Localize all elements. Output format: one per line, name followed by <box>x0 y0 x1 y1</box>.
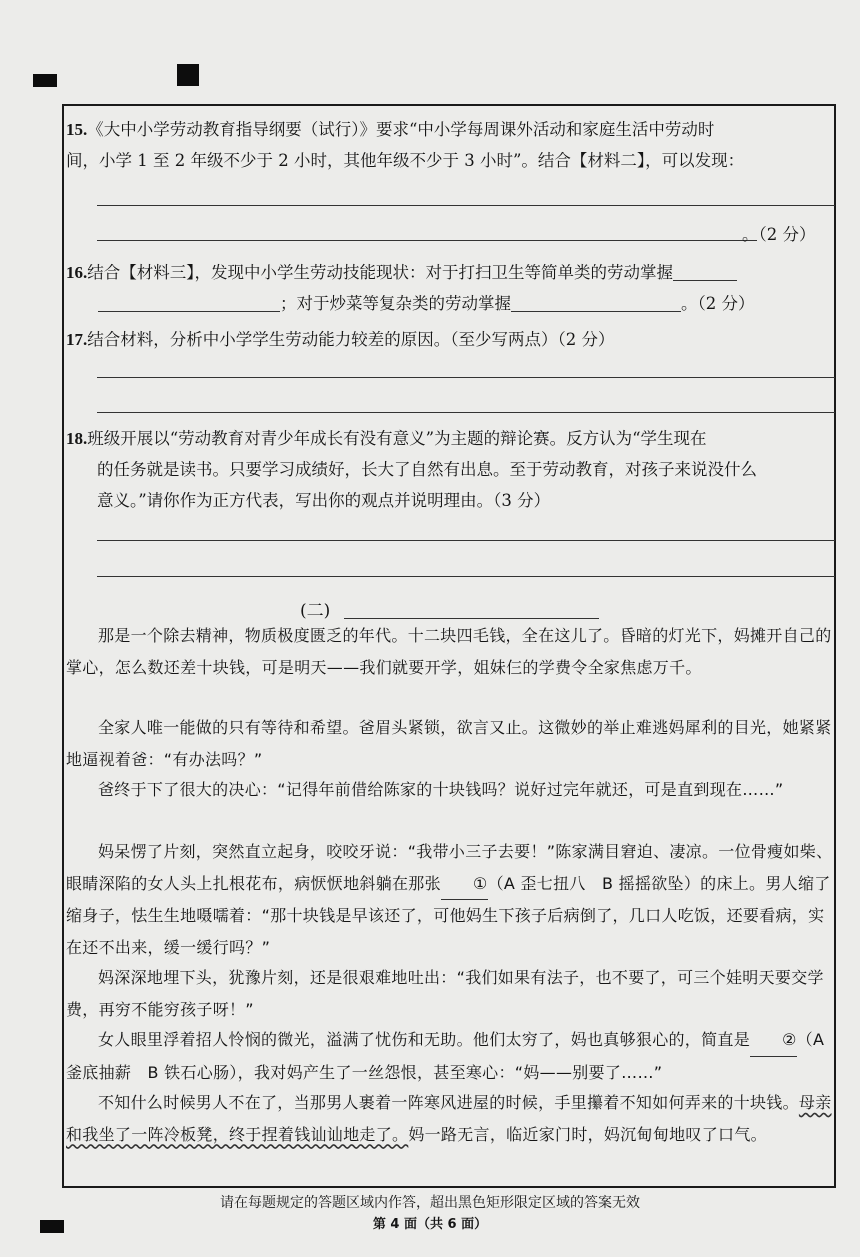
answer-blank[interactable] <box>511 295 681 313</box>
question-16 <box>66 257 836 319</box>
answer-area-notice: 请在每题规定的答题区域内作答，超出黑色矩形限定区域的答案无效 <box>220 1195 640 1211</box>
question-15 <box>66 114 836 176</box>
question-text: 间，小学 1 至 2 年级不少于 2 小时，其他年级不少于 3 小时”。结合【材料二】，可以发现： <box>66 151 745 170</box>
question-18 <box>66 423 836 516</box>
answer-line[interactable] <box>97 240 757 241</box>
registration-mark-top-left <box>33 74 57 87</box>
registration-mark-top <box>177 64 199 86</box>
story-paragraph: 那是一个除去精神，物质极度匮乏的年代。十二块四毛钱，全在这儿了。昏暗的灯光下，妈摊开自己的掌心，怎么数还差十块钱，可是明天——我们就要开学，姐妹仨的学费令全家焦虑万千。 <box>66 626 832 677</box>
answer-line[interactable] <box>97 377 835 378</box>
question-score: 。（2 分） <box>681 294 755 313</box>
question-number: 15. <box>66 120 88 139</box>
question-text: 结合材料，分析中小学学生劳动能力较差的原因。（至少写两点）（2 分） <box>87 330 615 349</box>
story-paragraph: 全家人唯一能做的只有等待和希望。爸眉头紧锁，欲言又止。这微妙的举止难逃妈犀利的目光，她紧紧地逼视着爸：“有办法吗？” <box>66 718 832 769</box>
question-text: 结合【材料三】，发现中小学生劳动技能现状：对于打扫卫生等简单类的劳动掌握 <box>87 263 673 282</box>
answer-blank[interactable] <box>673 264 737 282</box>
story-text: 不知什么时候男人不在了，当那男人裹着一阵寒风进屋的时候，手里攥着不知如何弄来的十块钱。 <box>98 1093 799 1112</box>
story-text: （A 歪七扭八 B 摇摇欲坠）的床上。男人缩了缩身子，怯生生地嗫嚅着：“那十块钱是早该还了，可他妈生下孩子后病倒了，几口人吃饭，还要看病，实在还不出来，缓一缓行吗？” <box>66 873 831 957</box>
question-text: ；对于炒菜等复杂类的劳动掌握 <box>280 294 511 313</box>
fill-blank-2[interactable]: ② <box>750 1024 797 1057</box>
question-number: 16. <box>66 263 88 282</box>
story-text: 妈呆愣了片刻，突然直立起身，咬咬牙说：“我带小三子去要！”陈家满目窘迫、凄凉。一位骨瘦如柴、眼睛深陷的女人头上扎根花布，病恹恹地斜躺在那张 <box>66 842 833 893</box>
section-title <box>300 596 599 621</box>
story-paragraph <box>66 836 837 963</box>
story-text: （A 釜底抽薪 B 铁石心肠），我对妈产生了一丝怨恨，甚至寒心：“妈——别要了……” <box>66 1030 825 1082</box>
question-number: 18. <box>66 429 88 448</box>
story-paragraph <box>66 1087 837 1150</box>
section-label: (二) <box>300 601 331 621</box>
question-text: 《大中小学劳动教育指导纲要（试行）》要求“中小学每周课外活动和家庭生活中劳动时 <box>87 120 715 139</box>
question-text: 班级开展以“劳动教育对青少年成长有没有意义”为主题的辩论赛。反方认为“学生现在 <box>87 429 707 448</box>
title-blank[interactable] <box>344 601 599 619</box>
story-paragraph: 妈深深地埋下头，犹豫片刻，还是很艰难地吐出：“我们如果有法子，也不要了，可三个娃明天要交学费，再穷不能穷孩子呀！” <box>66 968 824 1019</box>
story-paragraph: 爸终于下了很大的决心：“记得年前借给陈家的十块钱吗？说好过完年就还，可是直到现在……” <box>98 780 784 799</box>
story-text: 女人眼里浮着招人怜悯的微光，溢满了忧伤和无助。他们太穷了，妈也真够狠心的，简直是 <box>98 1030 751 1049</box>
wavy-underlined-sentence: 母亲和我坐了一阵冷板凳，终于捏着钱讪讪地走了。 <box>66 1093 832 1144</box>
question-text: 意义。”请你作为正方代表，写出你的观点并说明理由。（3 分） <box>97 491 551 510</box>
question-score: 。（2 分） <box>742 225 816 244</box>
answer-line[interactable] <box>97 412 835 413</box>
question-number: 17. <box>66 330 88 349</box>
question-text: 的任务就是读书。只要学习成绩好，长大了自然有出息。至于劳动教育，对孩子来说没什么 <box>97 460 757 479</box>
question-17 <box>66 324 836 355</box>
answer-blank[interactable] <box>98 295 280 313</box>
story-text: 妈一路无言，临近家门时，妈沉甸甸地叹了口气。 <box>408 1124 767 1144</box>
page-number: 第 4 面（共 6 面） <box>372 1217 488 1232</box>
answer-line[interactable] <box>97 205 835 206</box>
fill-blank-1[interactable]: ① <box>441 868 488 901</box>
answer-line[interactable] <box>97 576 835 577</box>
answer-line[interactable] <box>97 540 835 541</box>
story-paragraph <box>66 1024 837 1088</box>
